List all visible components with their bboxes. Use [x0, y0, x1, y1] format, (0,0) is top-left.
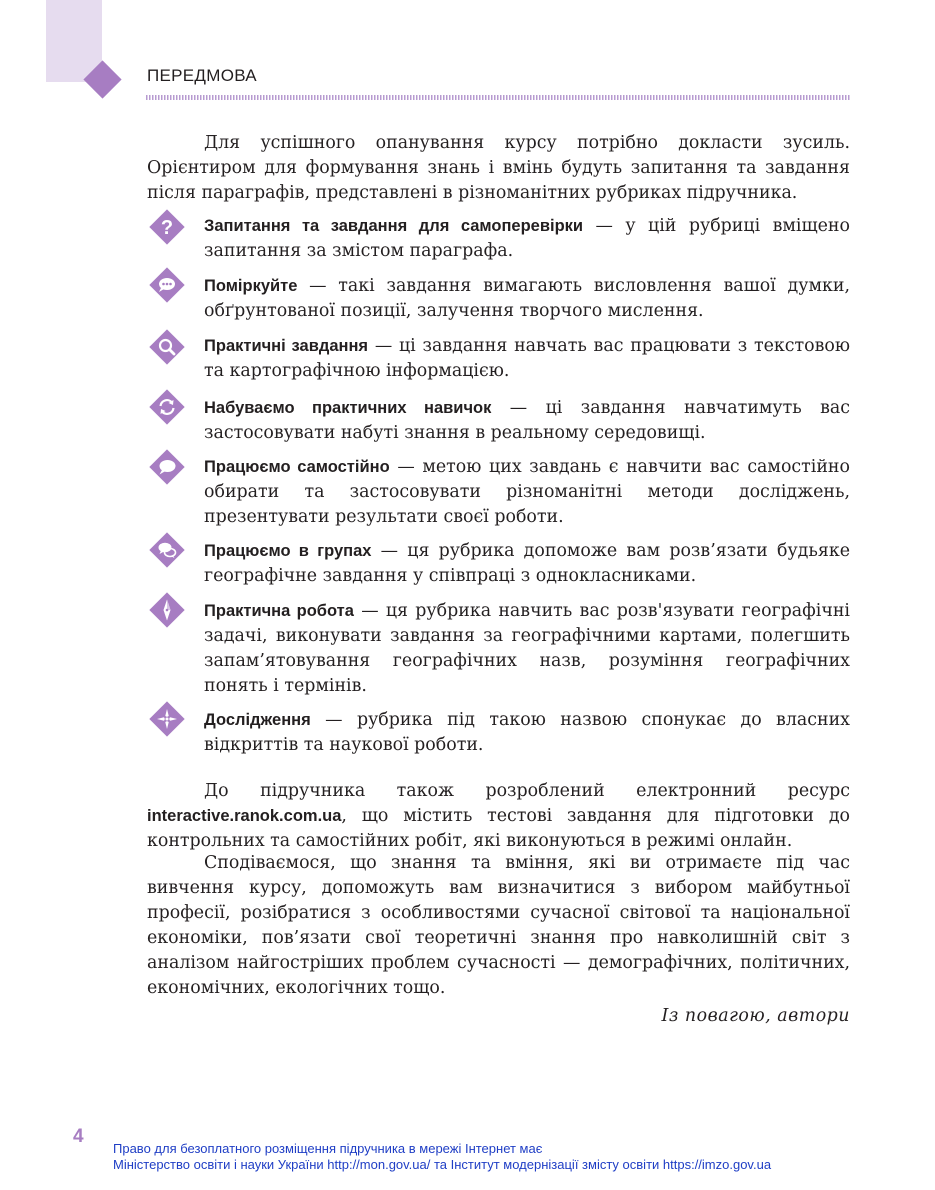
speech-bubble-dots-icon: [149, 267, 185, 303]
rubric-text: — ця рубрика навчить вас розв'язувати географічні задачі, виконувати завдання за географічними картами, полегшить запам’ятовування географічних назв, розуміння географічних понять і термінів.: [204, 601, 850, 696]
rubric-text: — у цій рубриці вміщено запитання за змістом параграфа.: [204, 216, 850, 261]
rubric-item: [204, 599, 850, 699]
rubric-item: [204, 274, 850, 324]
rubric-text: — ці завдання навчать вас працювати з текстовою та картографічною інформацією.: [204, 336, 851, 381]
compass-needle-icon: [149, 592, 185, 628]
rubric-item: [204, 708, 850, 758]
rubric-title: Дослідження: [204, 711, 311, 729]
footer-line-1: Право для безоплатного розміщення підручника в мережі Інтернет має: [113, 1141, 543, 1156]
svg-text:?: ?: [160, 217, 174, 239]
resource-text-after: , що містить тестові завдання для підготовки до контрольних та самостійних робіт, які виконуються в режимі онлайн.: [147, 806, 850, 851]
rubric-title: Працюємо в групах: [204, 542, 372, 560]
rubric-title: Набуваємо практичних навичок: [204, 399, 492, 417]
rubric-text: — ця рубрика допоможе вам розв’язати будьяке географічне завдання у співпраці з однокласниками.: [204, 541, 850, 586]
footer-notice: [113, 1141, 771, 1173]
intro-paragraph: Для успішного опанування курсу потрібно докласти зусиль. Орієнтиром для формування знань і вмінь будуть запитання та завдання після параграфів, представлені в різноманітних рубриках підручника.: [147, 133, 850, 203]
rubric-text: — ці завдання навчатимуть вас застосовувати набуті знання в реальному середовищі.: [204, 398, 850, 443]
refresh-arrows-icon: [149, 389, 185, 425]
rubric-item: [204, 214, 850, 264]
rubric-title: Запитання та завдання для самоперевірки: [204, 217, 584, 235]
speech-bubble-icon: [149, 449, 185, 485]
signature: Із повагою, автори: [661, 1006, 850, 1026]
magnifier-icon: [149, 329, 185, 365]
rubric-text: — такі завдання вимагають висловлення вашої думки, обґрунтованої позиції, залучення творчого мислення.: [204, 276, 850, 321]
rubric-title: Працюємо самостійно: [204, 458, 390, 476]
resource-text-before: До підручника також розроблений електронний ресурс: [204, 781, 850, 801]
rubric-title: Практичні завдання: [204, 337, 369, 355]
rubric-title: Поміркуйте: [204, 277, 298, 295]
rubric-item: [204, 334, 850, 384]
header-rule: [146, 95, 850, 100]
group-chat-icon: [149, 532, 185, 568]
question-icon: [149, 209, 185, 245]
resource-paragraph: [147, 779, 850, 854]
rubric-title: Практична робота: [204, 602, 354, 620]
compass-rose-icon: [149, 701, 185, 737]
footer-line-2: Міністерство освіти і науки України http://mon.gov.ua/ та Інститут модернізації змісту освіти https://imzo.gov.ua: [113, 1157, 772, 1172]
resource-link[interactable]: interactive.ranok.com.ua: [147, 807, 342, 825]
rubric-item: [204, 455, 850, 530]
page-number: 4: [73, 1126, 84, 1147]
rubric-item: [204, 539, 850, 589]
page-title: ПЕРЕДМОВА: [147, 66, 257, 85]
rubric-item: [204, 396, 850, 446]
rubric-text: — рубрика під такою назвою спонукає до власних відкриттів та наукової роботи.: [204, 710, 850, 755]
rubric-text: — метою цих завдань є навчити вас самостійно обирати та застосовувати різноманітні методи досліджень, презентувати результати своєї роботи.: [204, 457, 850, 527]
closing-paragraph: Сподіваємося, що знання та вміння, які ви отримаєте під час вивчення курсу, допоможуть вам визначитися з вибором майбутньої професії, розібратися з особливостями сучасної світової та національної економіки, пов’язати свої теоретичні знання про навколишній світ з аналізом найгостріших проблем сучасності — демографічних, політичних, економічних, екологічних тощо.: [147, 853, 850, 998]
